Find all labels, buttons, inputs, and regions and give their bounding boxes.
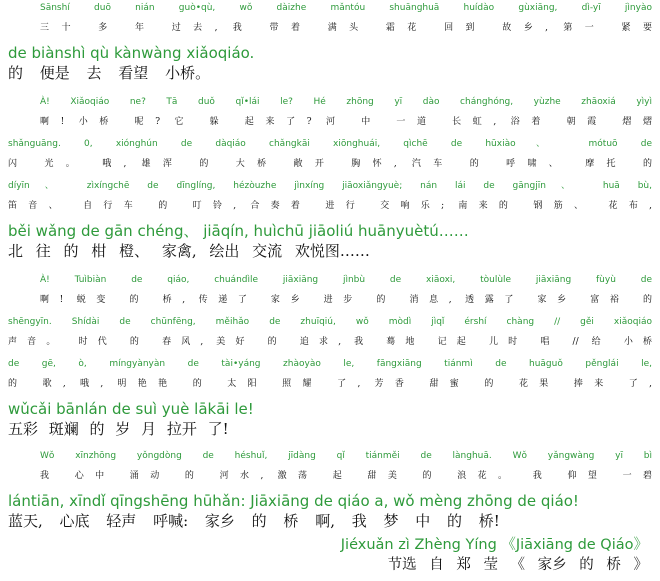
- pinyin-line: shēngyīn. Shídài de chūnfēng, měihǎo de zhuīqiú, wǒ mòdì jìqǐ érshí chàng // gěi xiǎoqiáo: [8, 317, 652, 327]
- pinyin-line: de gē, ò, míngyànyàn de tài•yáng zhàoyào le, fāngxiāng tiánmì de huāguǒ pěnglái le,: [8, 359, 652, 369]
- hanzi-line: 的 便是 去 看望 小桥。: [8, 64, 211, 82]
- hanzi-line: 北 往 的 柑 橙、 家禽, 绘出 交流 欢悦图……: [8, 242, 370, 260]
- pinyin-line: Sānshí duō nián guò•qù, wǒ dàizhe mǎntóu shuānghuā huídào gùxiāng, dì-yī jìnyào: [40, 3, 652, 13]
- hanzi-line: 声音。 时代 的 春风, 美好 的 追求, 我 蓦地 记起 儿时 唱 // 给 小桥: [8, 337, 652, 347]
- pinyin-line: lántiān, xīndǐ qīngshēng hūhǎn: Jiāxiāng de qiáo a, wǒ mèng zhōng de qiáo!: [8, 492, 579, 510]
- pinyin-line: shǎnguāng. 0, xiónghún de dàqiáo chǎngkāi xiōnghuái, qìchē de hūxiào、 mótuō de: [8, 139, 652, 149]
- hanzi-line: 闪 光。 哦, 雄浑 的 大桥 敞开 胸怀, 汽车 的 呼啸、 摩托 的: [8, 159, 652, 169]
- hanzi-line: 笛音、 自行车 的 叮铃, 合奏着 进行 交响乐; 南来的 钢筋、 花布,: [8, 201, 652, 211]
- pinyin-line: À! Xiǎoqiáo ne? Tā duǒ qǐ•lái le? Hé zhōng yī dào chánghóng, yùzhe zhāoxiá yìyì: [40, 97, 652, 107]
- pinyin-line: de biànshì qù kànwàng xiǎoqiáo.: [8, 44, 255, 62]
- hanzi-line: 的 歌, 哦, 明艳艳 的 太阳 照耀 了, 芳香 甜蜜 的 花果 捧来 了,: [8, 379, 652, 389]
- hanzi-line: 啊! 小桥 呢? 它 躲 起来了? 河 中 一道 长虹, 浴着 朝霞 熠熠: [40, 117, 652, 127]
- source-pinyin: Jiéxuǎn zì Zhèng Yíng 《Jiāxiāng de Qiáo》: [340, 537, 648, 553]
- pinyin-line: À! Tuìbiàn de qiáo, chuándìle jiāxiāng jìnbù de xiāoxi, tòulùle jiāxiāng fùyù de: [40, 275, 652, 285]
- source-hanzi: 节选 自 郑 莹 《 家乡 的 桥 》: [387, 557, 648, 573]
- hanzi-line: 我 心中 涌动 的 河水, 激荡 起 甜美 的 浪花。 我 仰望 一碧: [40, 471, 652, 481]
- hanzi-line: 啊! 蜕变 的 桥, 传递了 家乡 进步 的 消息, 透露了 家乡 富裕 的: [40, 295, 652, 305]
- pinyin-line: Wǒ xīnzhōng yǒngdòng de héshuǐ, jīdàng qǐ tiánměi de lànghuā. Wǒ yǎngwàng yī bì: [40, 451, 652, 461]
- pinyin-line: wǔcǎi bānlán de suì yuè lākāi le!: [8, 400, 254, 418]
- pinyin-line: díyīn、 zìxíngchē de dīnglíng, hézòuzhe jìnxíng jiāoxiǎngyuè; nán lái de gāngjīn、 huā bù,: [8, 181, 652, 191]
- hanzi-line: 五彩 斑斓 的 岁 月 拉开 了!: [8, 420, 229, 438]
- hanzi-line: 三十 多 年 过去, 我 带着 满头 霜花 回到 故乡, 第一 紧要: [40, 23, 652, 33]
- hanzi-line: 蓝天, 心底 轻声 呼喊: 家乡 的 桥 啊, 我 梦 中 的 桥!: [8, 512, 500, 530]
- pinyin-line: běi wǎng de gān chéng、 jiāqín, huìchū jiāoliú huānyuètú……: [8, 222, 469, 240]
